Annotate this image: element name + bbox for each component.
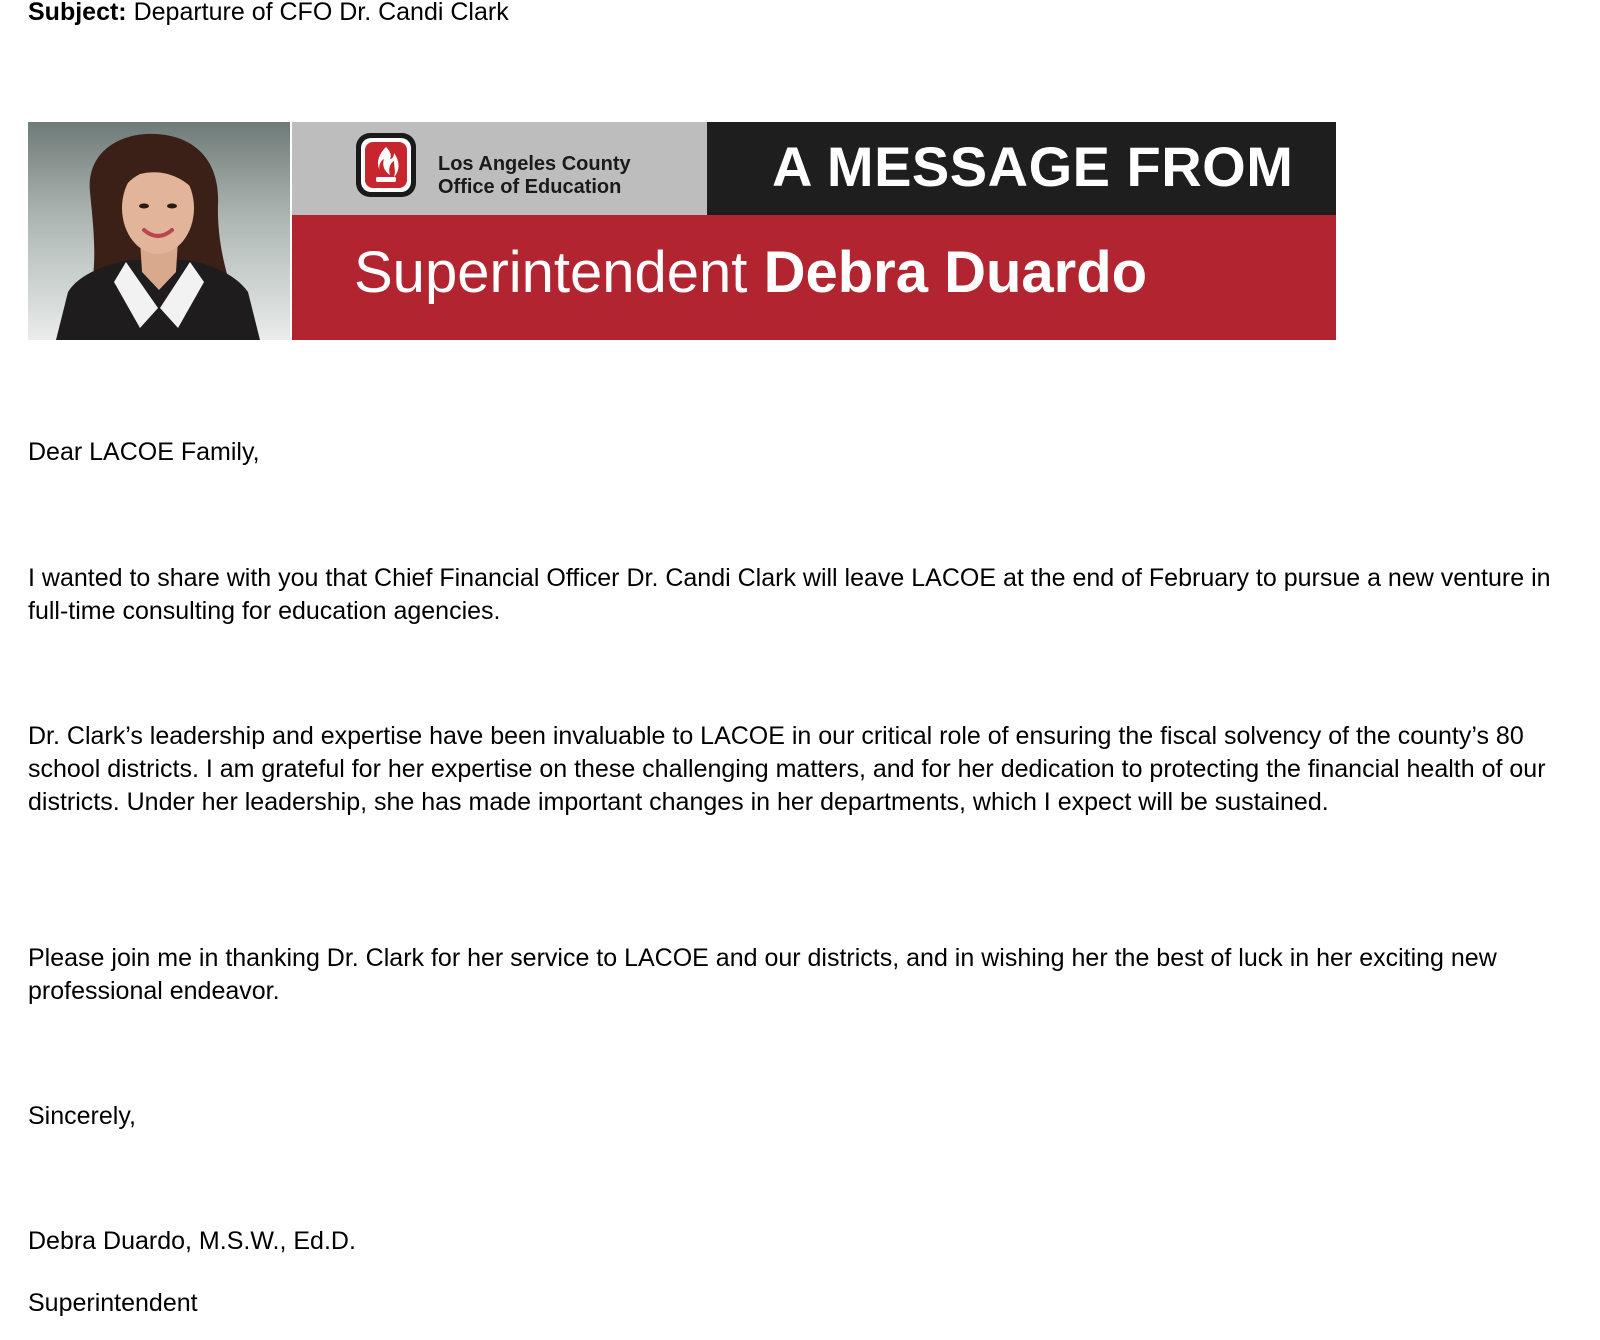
lacoe-logo-icon: [354, 131, 418, 199]
letter-paragraph-1: I wanted to share with you that Chief Financial Officer Dr. Candi Clark will leave LACOE at the end of February to pursue a new venture in full-time consulting for education agencies.: [28, 564, 1551, 625]
message-banner: [28, 122, 1336, 340]
letter-greeting: Dear LACOE Family,: [28, 438, 260, 466]
portrait-illustration: [28, 122, 290, 340]
portrait-photo-icon: [28, 122, 290, 340]
organization-name-line2: Office of Education: [438, 176, 622, 198]
subject-text: Departure of CFO Dr. Candi Clark: [133, 0, 509, 26]
message-heading-panel: [707, 122, 1336, 215]
superintendent-person: Debra Duardo: [763, 240, 1148, 305]
organization-name: [438, 153, 631, 199]
superintendent-name-panel: [292, 215, 1336, 340]
organization-name-line1: Los Angeles County: [438, 153, 631, 175]
signer-title: Superintendent: [28, 1289, 198, 1317]
organization-logo-panel: [292, 122, 707, 215]
subject-label: Subject:: [28, 0, 127, 26]
letter-closing: Sincerely,: [28, 1102, 136, 1130]
signer-name: Debra Duardo, M.S.W., Ed.D.: [28, 1227, 356, 1255]
superintendent-name: [354, 237, 1147, 309]
message-heading: A MESSAGE FROM: [772, 135, 1294, 198]
superintendent-role: Superintendent: [354, 240, 748, 305]
letter-paragraph-2: Dr. Clark’s leadership and expertise have been invaluable to LACOE in our critical role of ensuring the fiscal solvency of the county’s 80 school districts. I am grateful for her expertise on these challenging matters, and for her dedication to protecting the financial health of our districts. Under her leadership, she has made important changes in her departments, which I expect will be sustained.: [28, 722, 1546, 816]
letter-paragraph-3: Please join me in thanking Dr. Clark for her service to LACOE and our districts, and in wishing her the best of luck in her exciting new professional endeavor.: [28, 944, 1497, 1005]
email-subject: [28, 0, 509, 27]
